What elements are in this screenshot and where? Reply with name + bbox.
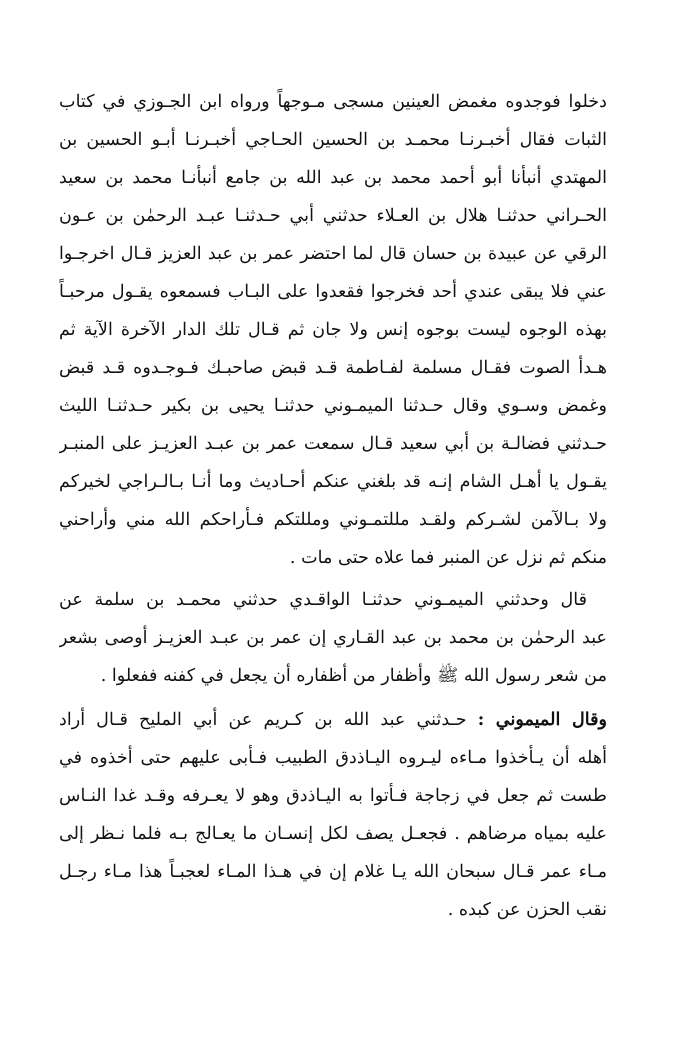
text-line: بهذه الوجوه ليست بوجوه إنس ولا جان ثم قـال تلك الدار الآخرة الآية ثم [59, 320, 607, 340]
text-line: منكم ثم نزل عن المنبر فما علاه حتى مات . [289, 548, 607, 568]
text-line: عبد الرحمٰن بن محمد بن عبد القـاري إن عمر بن عبـد العزيـز أوصى بشعر [59, 628, 607, 648]
text-line: أهله أن يـأخذوا مـاءه ليـروه اليـاذدق الطبيب فـأبى عليهم حتى أخذوه في [59, 748, 607, 768]
text-line: عني فلا يبقى عندي أحد فخرجوا فقعدوا على البـاب فسمعوه يقـول مرحبـاً [59, 282, 607, 302]
text-line: يقـول يا أهـل الشام إنـه قد بلغني عنكم أحـاديث وما أنـا بـالـراجي لخيركم [59, 472, 607, 492]
text-line: المهتدي أنبأنا أبو أحمد محمد بن عبد الله بن جامع أنبأنـا محمد بن سعيد [59, 168, 607, 188]
text-line [59, 700, 607, 740]
text-line: قال وحدثني الميمـوني حدثنـا الواقـدي حدثني محمـد بن سلمة عن [59, 590, 587, 610]
text-line: هـدأ الصوت فقـال مسلمة لفـاطمة قـد قبض صاحبـك فـوجـدوه قـد قبض [59, 358, 607, 378]
text-line: الحـراني حدثنـا هلال بن العـلاء حدثني أبي حـدثنـا عبـد الرحمٰن بن عـون [59, 206, 607, 226]
text-line: الرقي عن عبيدة بن حسان قال لما احتضر عمر بن عبد العزيز قـال اخرجـوا [59, 244, 607, 264]
text-line: مـاء عمر قـال سبحان الله يـا غلام إن في هـذا المـاء لعجبـاً هذا مـاء رجـل [59, 862, 607, 882]
text-line: من شعر رسول الله ﷺ وأظفار من أظفاره أن يجعل في كفنه ففعلوا . [100, 666, 607, 686]
text-line: طست ثم جعل في زجاجة فـأتوا به اليـاذدق وهو لا يعـرفه وقـد غدا النـاس [59, 786, 607, 806]
text-line: الثبات فقال أخبـرنـا محمـد بن الحسين الحـاجي أخبـرنـا أبـو الحسين بن [59, 130, 607, 150]
speaker-label: وقال الميموني : [477, 709, 607, 730]
text-line: ولا بـالآمن لشـركم ولقـد مللتمـوني ومللتكم فـأراحكم الله مني وأراحني [59, 510, 607, 530]
text-line: دخلوا فوجدوه مغمض العينين مسجى مـوجهاً ورواه ابن الجـوزي في كتاب [59, 92, 607, 112]
text-line: وغمض وسـوي وقال حـدثنا الميمـوني حدثنـا يحيى بن بكير حـدثنـا الليث [59, 396, 607, 416]
text-line: حـدثني فضالـة بن أبي سعيد قـال سمعت عمر بن عبـد العزيـز على المنبـر [59, 434, 607, 454]
text-line: نقب الحزن عن كبده . [447, 900, 607, 920]
line-text: حـدثني عبد الله بن كـريم عن أبي المليح قـال أراد [59, 710, 467, 730]
text-line: عليه بمياه مرضاهم . فجعـل يصف لكل إنسـان ما يعـالج بـه فلما نـظر إلى [59, 824, 607, 844]
